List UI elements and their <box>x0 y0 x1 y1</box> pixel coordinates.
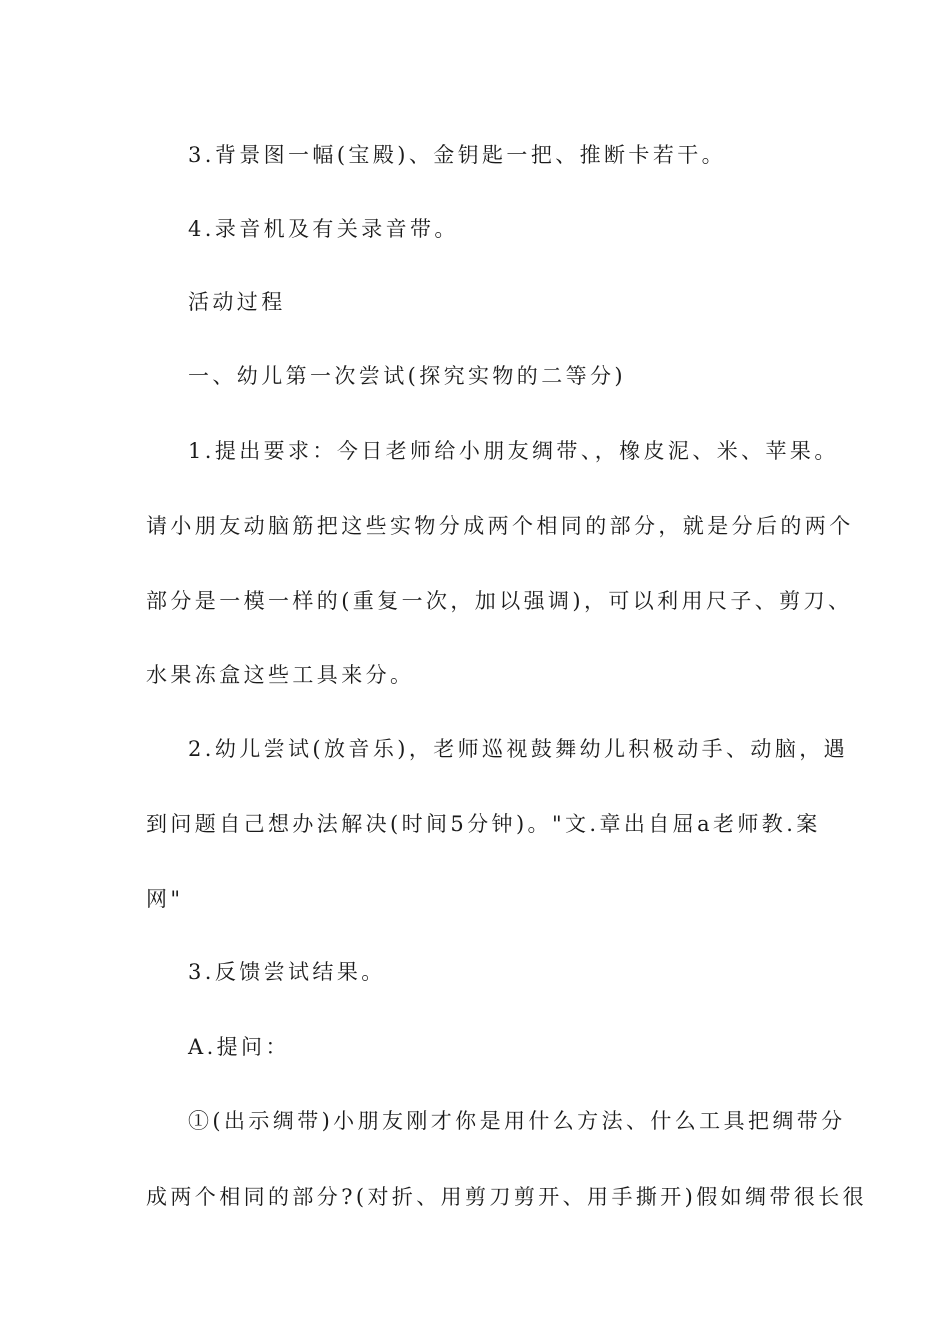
paragraph-question-heading: A.提问： <box>188 1035 290 1059</box>
subsection-heading-first-attempt: 一、幼儿第一次尝试(探究实物的二等分) <box>188 364 626 388</box>
paragraph-question-line-2: 成两个相同的部分?(对折、用剪刀剪开、用手撕开)假如绸带很长很 <box>146 1185 868 1209</box>
paragraph-requirement-line-4: 水果冻盒这些工具来分。 <box>146 663 415 687</box>
paragraph-requirement-line-1: 1.提出要求：今日老师给小朋友绸带、，橡皮泥、米、苹果。 <box>188 439 839 463</box>
paragraph-materials-4: 4.录音机及有关录音带。 <box>188 217 459 241</box>
section-heading-activity-process: 活动过程 <box>188 290 286 314</box>
paragraph-feedback: 3.反馈尝试结果。 <box>188 960 386 984</box>
paragraph-attempt-line-3: 网" <box>146 887 184 911</box>
paragraph-attempt-line-2: 到问题自己想办法解决(时间5分钟)。"文.章出自屈a老师教.案 <box>146 812 821 836</box>
paragraph-question-line-1: ①(出示绸带)小朋友刚才你是用什么方法、什么工具把绸带分 <box>188 1109 846 1133</box>
paragraph-requirement-line-2: 请小朋友动脑筋把这些实物分成两个相同的部分，就是分后的两个 <box>146 514 854 538</box>
paragraph-materials-3: 3.背景图一幅(宝殿)、金钥匙一把、推断卡若干。 <box>188 143 727 167</box>
paragraph-attempt-line-1: 2.幼儿尝试(放音乐)，老师巡视鼓舞幼儿积极动手、动脑，遇 <box>188 737 849 761</box>
paragraph-requirement-line-3: 部分是一模一样的(重复一次，加以强调)，可以利用尺子、剪刀、 <box>146 589 853 613</box>
